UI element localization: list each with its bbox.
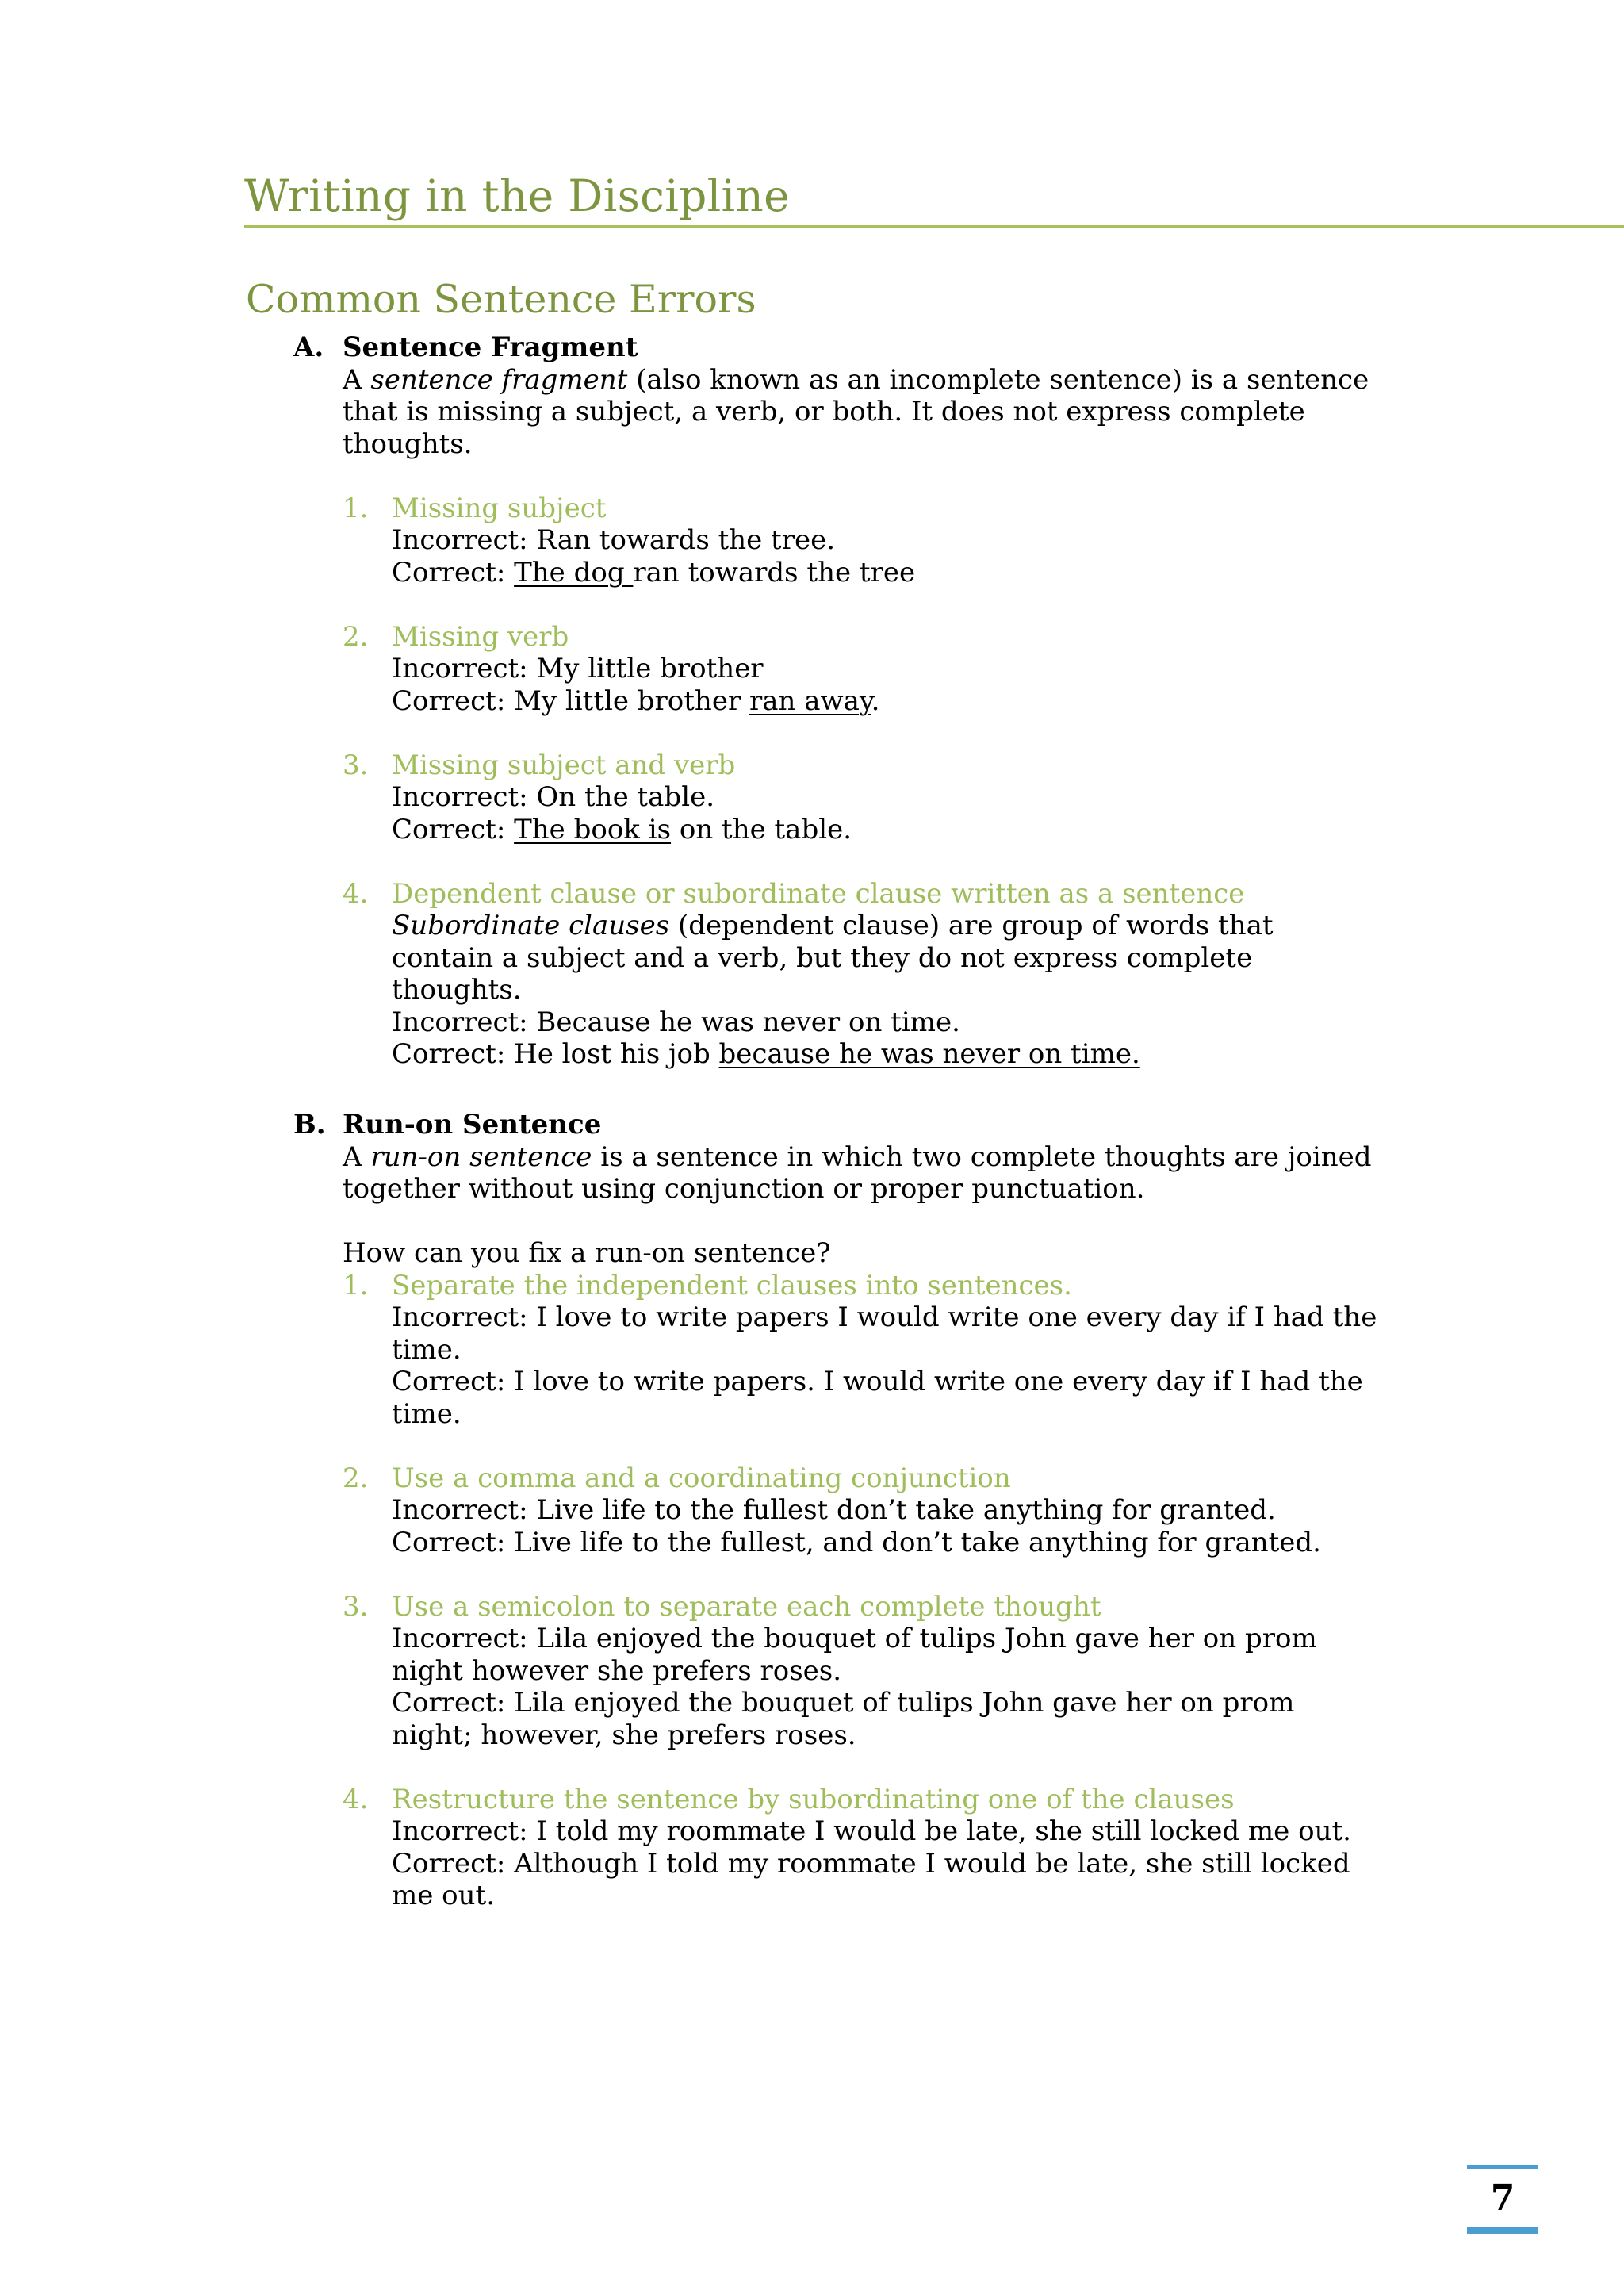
incorrect-example: Incorrect: Ran towards the tree. xyxy=(392,524,836,556)
page-number-bottom-rule xyxy=(1467,2227,1538,2234)
item-number: 3. xyxy=(343,1590,369,1623)
incorrect-example: Incorrect: I love to write papers I would write one every day if I had the time. xyxy=(392,1301,1377,1366)
item-description: Subordinate clauses (dependent clause) are group of words that contain a subject and a verb, but they do not express complete thoughts. xyxy=(392,910,1274,1006)
item-number: 1. xyxy=(343,1269,369,1301)
item-number: 2. xyxy=(343,620,369,653)
item-title: Missing verb xyxy=(392,620,569,653)
section-title: Common Sentence Errors xyxy=(246,277,756,322)
runon-item-3 xyxy=(343,1591,1381,1752)
header-title: Writing in the Discipline xyxy=(244,171,790,221)
runon-item-2 xyxy=(343,1462,1381,1559)
fragment-item-4 xyxy=(343,878,1381,1071)
item-title: Use a semicolon to separate each complete thought xyxy=(392,1590,1101,1623)
runon-item-4 xyxy=(343,1784,1381,1912)
correct-example: Correct: The dog ran towards the tree xyxy=(392,556,916,588)
incorrect-example: Incorrect: Lila enjoyed the bouquet of tulips John gave her on prom night however she prefers roses. xyxy=(392,1623,1317,1687)
incorrect-example: Incorrect: My little brother xyxy=(392,653,764,684)
header-rule xyxy=(244,225,1624,228)
page-number-box xyxy=(1467,2165,1538,2231)
correct-example: Correct: My little brother ran away. xyxy=(392,684,880,717)
section-b-question: How can you fix a run-on sentence? xyxy=(343,1237,831,1269)
correct-example: Correct: He lost his job because he was never on time. xyxy=(392,1038,1140,1070)
correct-example: Correct: Although I told my roommate I would be late, she still locked me out. xyxy=(392,1847,1350,1911)
item-title: Missing subject and verb xyxy=(392,749,736,781)
fragment-item-1 xyxy=(343,493,1381,589)
incorrect-example: Incorrect: Because he was never on time. xyxy=(392,1006,960,1038)
page-number: 7 xyxy=(1490,2178,1515,2218)
section-b-content xyxy=(343,1109,1381,1912)
runon-item-1 xyxy=(343,1270,1381,1431)
section-b-intro: A run-on sentence is a sentence in which two complete thoughts are joined together without using conjunction or proper punctuation. xyxy=(343,1140,1372,1205)
section-a-content xyxy=(343,332,1381,1071)
item-title: Restructure the sentence by subordinating one of the clauses xyxy=(392,1783,1235,1815)
section-a-letter: A. xyxy=(293,332,324,363)
correct-example: Correct: The book is on the table. xyxy=(392,813,852,845)
item-title: Use a comma and a coordinating conjunction xyxy=(392,1462,1011,1494)
section-a-intro: A sentence fragment (also known as an incomplete sentence) is a sentence that is missing a subject, a verb, or both. It does not express complete thoughts. xyxy=(343,363,1369,460)
item-number: 2. xyxy=(343,1462,369,1494)
correct-example: Correct: Live life to the fullest, and don’t take anything for granted. xyxy=(392,1526,1321,1558)
incorrect-example: Incorrect: Live life to the fullest don’t take anything for granted. xyxy=(392,1494,1276,1526)
fragment-item-2 xyxy=(343,621,1381,718)
item-title: Missing subject xyxy=(392,492,607,524)
section-a-heading: Sentence Fragment xyxy=(343,332,638,363)
correct-example: Correct: Lila enjoyed the bouquet of tulips John gave her on prom night; however, she prefers roses. xyxy=(392,1687,1295,1751)
term-run-on-sentence: run-on sentence xyxy=(370,1140,592,1173)
item-title: Dependent clause or subordinate clause written as a sentence xyxy=(392,877,1245,910)
item-number: 4. xyxy=(343,1783,369,1815)
item-number: 3. xyxy=(343,749,369,781)
fragment-item-3 xyxy=(343,749,1381,846)
page-header xyxy=(244,168,1624,224)
incorrect-example: Incorrect: On the table. xyxy=(392,781,715,813)
item-number: 1. xyxy=(343,492,369,524)
incorrect-example: Incorrect: I told my roommate I would be late, she still locked me out. xyxy=(392,1815,1351,1847)
section-b-letter: B. xyxy=(293,1109,326,1140)
correct-example: Correct: I love to write papers. I would write one every day if I had the time. xyxy=(392,1366,1363,1430)
section-b-heading: Run-on Sentence xyxy=(343,1109,602,1140)
item-title: Separate the independent clauses into sentences. xyxy=(392,1269,1072,1301)
term-sentence-fragment: sentence fragment xyxy=(370,363,628,396)
item-number: 4. xyxy=(343,877,369,910)
page-number-top-rule xyxy=(1467,2165,1538,2169)
